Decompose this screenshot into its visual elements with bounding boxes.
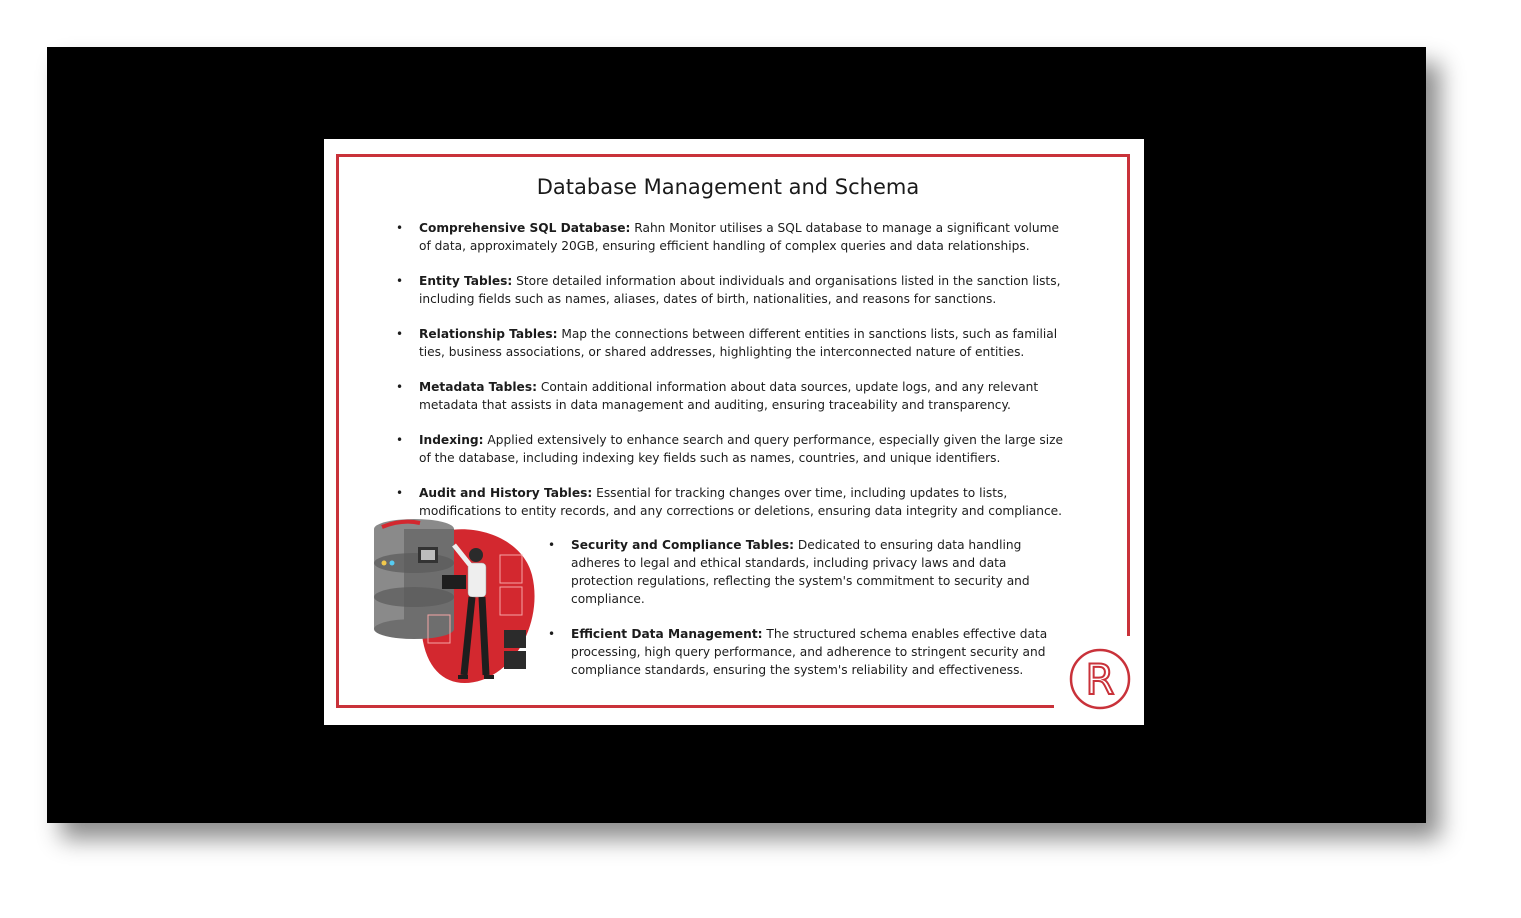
bullet-item [571, 625, 1066, 679]
bullet-term: Relationship Tables: [419, 327, 558, 341]
bullet-item [419, 378, 1064, 414]
video-viewer [47, 47, 1426, 823]
bullet-item [419, 325, 1064, 361]
r-logo-icon [1066, 647, 1134, 711]
bullet-term: Efficient Data Management: [571, 627, 763, 641]
bullet-text: Rahn Monitor utilises a SQL database to manage a significant volume of data, approximately 20GB, ensuring efficient handling of complex queries and data relationships. [419, 221, 1059, 253]
slide-frame-right [1127, 154, 1130, 636]
bullet-text: Store detailed information about individuals and organisations listed in the sanction lists, including fields such as names, aliases, dates of birth, nationalities, and reasons for sanctions. [419, 274, 1061, 306]
bullet-text: Map the connections between different entities in sanctions lists, such as familial ties, business associations, or shared addresses, highlighting the interconnected nature of entities. [419, 327, 1058, 359]
bullet-list [419, 219, 1064, 537]
logo-letter: R [1085, 655, 1115, 704]
slide-title: Database Management and Schema [536, 175, 920, 199]
bullet-text: Dedicated to ensuring data handling adheres to legal and ethical standards, including privacy laws and data protection regulations, reflecting the system's commitment to security and compliance. [571, 538, 1030, 606]
bullet-text: Contain additional information about data sources, update logs, and any relevant metadata that assists in data management and auditing, ensuring traceability and transparency. [419, 380, 1039, 412]
bullet-item [571, 536, 1066, 608]
bullet-text: Essential for tracking changes over time, including updates to lists, modifications to entity records, and any corrections or deletions, ensuring data integrity and compliance. [419, 486, 1063, 518]
bullet-text: Applied extensively to enhance search and query performance, especially given the large size of the database, including indexing key fields such as names, countries, and unique identifiers. [419, 433, 1064, 465]
bullet-term: Security and Compliance Tables: [571, 538, 795, 552]
bullet-term: Comprehensive SQL Database: [419, 221, 631, 235]
bullet-item [419, 431, 1064, 467]
slide-frame-bottom [336, 705, 1054, 708]
bullet-list-lower [571, 536, 1066, 696]
database-person-illustration [372, 515, 542, 695]
bullet-text: The structured schema enables effective data processing, high query performance, and adherence to stringent security and compliance standards, ensuring the system's reliability and effectiveness. [571, 627, 1048, 677]
bullet-item [419, 219, 1064, 255]
bullet-term: Indexing: [419, 433, 484, 447]
bullet-term: Entity Tables: [419, 274, 513, 288]
slide-frame-left [336, 154, 339, 708]
presentation-slide [324, 139, 1144, 725]
slide-frame-top [336, 154, 1130, 157]
bullet-item [419, 272, 1064, 308]
bullet-term: Audit and History Tables: [419, 486, 593, 500]
bullet-term: Metadata Tables: [419, 380, 537, 394]
